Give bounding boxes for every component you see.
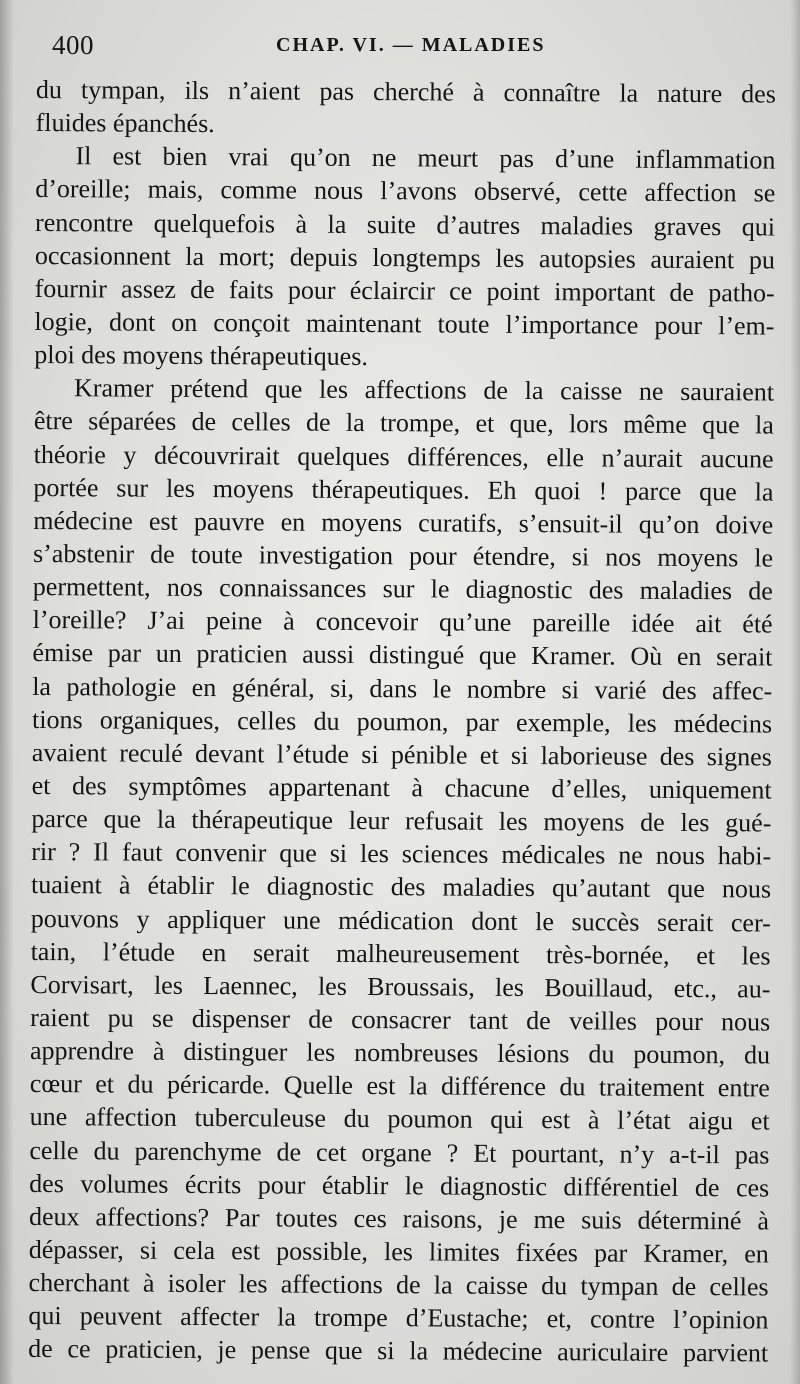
text-line: l’oreille? J’ai peine à concevoir qu’une pareille idée ait été <box>32 605 773 639</box>
text-line: dépasser, si cela est possible, les limites fixées par Kramer, en <box>28 1234 769 1269</box>
text-line: médecine est pauvre en moyens curatifs, s’ensuit-il qu’on doive <box>33 505 774 540</box>
text-line: une affection tuberculeuse du poumon qui est à l’état aigu et <box>29 1102 770 1136</box>
text-line: d’oreille; mais, comme nous l’avons observé, cette affection se <box>35 174 776 208</box>
text-line: être séparées de celles de la trompe, et que, lors même que la <box>33 406 774 440</box>
text-line: parce que la thérapeutique leur refusait les moyens de les gué- <box>31 804 772 838</box>
page-edge-shadow <box>790 0 800 1384</box>
text-line: logie, dont on conçoit maintenant toute l’importance pour l’em- <box>34 306 775 341</box>
running-head: CHAP. VI. — MALADIES <box>276 34 546 56</box>
text-line: ploi des moyens thérapeutiques. <box>34 340 368 372</box>
text-line: Il est bien vrai qu’on ne meurt pas d’une inflammation <box>75 141 776 175</box>
text-line: tain, l’étude en serait malheureusement très-bornée, et les <box>30 936 771 971</box>
text-line: occasionnent la mort; depuis longtemps les autopsies auraient pu <box>34 240 775 275</box>
text-line: qui peuvent affecter la trompe d’Eustache; et, contre l’opinion <box>28 1301 769 1335</box>
page-header <box>52 30 772 64</box>
text-line: permettent, nos connaissances sur le diagnostic des maladies de <box>32 572 773 606</box>
text-line: théorie y découvrirait quelques différences, elle n’aurait aucune <box>33 439 774 474</box>
text-line: apprendre à distinguer les nombreuses lésions du poumon, du <box>29 1036 771 1070</box>
text-line: rencontre quelquefois à la suite d’autres maladies graves qui <box>35 207 776 242</box>
text-line: la pathologie en général, si, dans le nombre si varié des affec- <box>32 671 773 706</box>
text-line: cherchant à isoler les affections de la caisse du tympan de celles <box>28 1268 769 1302</box>
text-line: et des symptômes appartenant à chacune d’elles, uniquement <box>31 770 772 805</box>
body-text <box>28 73 776 1370</box>
text-line: deux affections? Par toutes ces raisons, je me suis déterminé à <box>28 1201 770 1236</box>
page-number: 400 <box>52 30 94 60</box>
text-line: fournir assez de faits pour éclaircir ce point important de patho- <box>34 273 775 308</box>
text-line: rir ? Il faut convenir que si les sciences médicales ne nous habi- <box>31 837 772 871</box>
text-line: fluides épanchés. <box>35 108 215 139</box>
text-line: des volumes écrits pour établir le diagnostic différentiel de ces <box>29 1168 770 1203</box>
text-line: pouvons y appliquer une médication dont le succès serait cer- <box>30 903 771 938</box>
text-line: raient pu se dispenser de consacrer tant de veilles pour nous <box>30 1002 771 1037</box>
text-line: tuaient à établir le diagnostic des maladies qu’autant que nous <box>30 870 772 904</box>
text-line: avaient reculé devant l’étude si pénible et si laborieuse des signes <box>31 737 772 772</box>
text-line: de ce praticien, je pense que si la médecine auriculaire parvient <box>28 1334 769 1368</box>
page-edge-shadow <box>0 0 14 1384</box>
text-line: Kramer prétend que les affections de la caisse ne sauraient <box>73 373 775 407</box>
text-line: portée sur les moyens thérapeutiques. Eh quoi ! parce que la <box>33 472 774 507</box>
text-line: du tympan, ils n’aient pas cherché à connaître la nature des <box>35 74 776 109</box>
text-line: tions organiques, celles du poumon, par exemple, les médecins <box>31 704 773 739</box>
text-line: cœur et du péricarde. Quelle est la différence du traitement entre <box>29 1069 770 1103</box>
text-line: s’abstenir de toute investigation pour étendre, si nos moyens le <box>32 538 774 573</box>
text-line: émise par un praticien aussi distingué que Kramer. Où en serait <box>32 638 773 672</box>
text-line: celle du parenchyme de cet organe ? Et pourtant, n’y a-t-il pas <box>29 1135 770 1169</box>
text-line: Corvisart, les Laennec, les Broussais, les Bouillaud, etc., au- <box>30 969 771 1004</box>
